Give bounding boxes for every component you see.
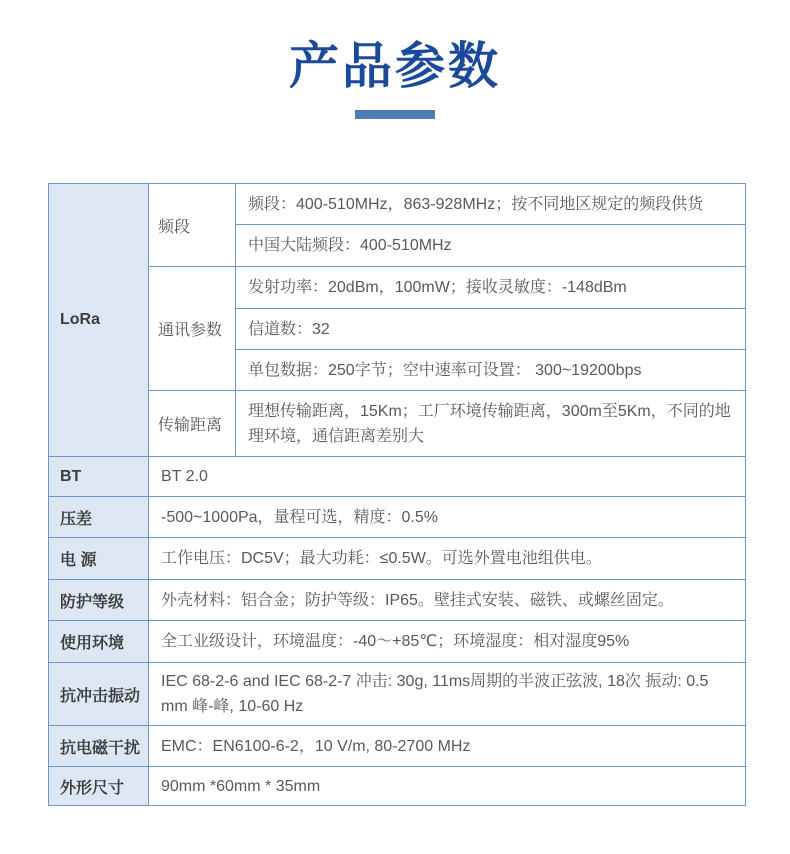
subcategory-cell-comm: 通讯参数 — [149, 267, 236, 391]
value-cell-band-1: 频段：400-510MHz，863-928MHz；按不同地区规定的频段供货 — [236, 184, 746, 225]
category-cell-power: 电 源 — [49, 538, 149, 580]
category-cell-shock-vibration: 抗冲击振动 — [49, 663, 149, 726]
category-cell-protection: 防护等级 — [49, 580, 149, 621]
value-cell-comm-3: 单包数据：250字节；空中速率可设置： 300~19200bps — [236, 350, 746, 391]
value-cell-range: 理想传输距离，15Km；工厂环境传输距离，300m至5Km，不同的地理环境，通信距离差别大 — [236, 391, 746, 457]
page-title: 产品参数 — [289, 38, 501, 94]
subcategory-cell-band: 频段 — [149, 184, 236, 267]
spec-row-emc — [49, 726, 746, 767]
value-cell-comm-2: 信道数：32 — [236, 309, 746, 350]
spec-row-lora-band-1 — [49, 184, 746, 225]
subcategory-cell-range: 传输距离 — [149, 391, 236, 457]
spec-row-environment — [49, 621, 746, 663]
category-cell-environment: 使用环境 — [49, 621, 149, 663]
value-cell-emc: EMC：EN6100-6-2，10 V/m, 80-2700 MHz — [149, 726, 746, 767]
category-cell-lora: LoRa — [49, 184, 149, 457]
category-cell-emc: 抗电磁干扰 — [49, 726, 149, 767]
spec-row-dimensions — [49, 767, 746, 806]
spec-row-pressure — [49, 497, 746, 538]
category-cell-dimensions: 外形尺寸 — [49, 767, 149, 806]
spec-row-lora-range — [49, 391, 746, 457]
value-cell-dimensions: 90mm *60mm * 35mm — [149, 767, 746, 806]
spec-row-power — [49, 538, 746, 580]
value-cell-power: 工作电压：DC5V；最大功耗：≤0.5W。可选外置电池组供电。 — [149, 538, 746, 580]
spec-row-lora-comm-1 — [49, 267, 746, 309]
category-cell-bt: BT — [49, 457, 149, 497]
value-cell-environment: 全工业级设计，环境温度：-40～+85℃；环境湿度：相对湿度95% — [149, 621, 746, 663]
spec-row-protection — [49, 580, 746, 621]
category-cell-pressure: 压差 — [49, 497, 149, 538]
value-cell-pressure: -500~1000Pa，量程可选，精度：0.5% — [149, 497, 746, 538]
value-cell-comm-1: 发射功率：20dBm，100mW；接收灵敏度：-148dBm — [236, 267, 746, 309]
value-cell-bt: BT 2.0 — [149, 457, 746, 497]
value-cell-protection: 外壳材料：铝合金；防护等级：IP65。壁挂式安装、磁铁、或螺丝固定。 — [149, 580, 746, 621]
title-underline — [355, 110, 435, 119]
value-cell-shock-vibration: IEC 68-2-6 and IEC 68-2-7 冲击: 30g, 11ms周期的半波正弦波, 18次 振动: 0.5 mm 峰-峰, 10-60 Hz — [149, 663, 746, 726]
value-cell-band-2: 中国大陆频段：400-510MHz — [236, 225, 746, 267]
spec-row-shock-vibration — [49, 663, 746, 726]
spec-table — [48, 183, 746, 806]
spec-row-bt — [49, 457, 746, 497]
